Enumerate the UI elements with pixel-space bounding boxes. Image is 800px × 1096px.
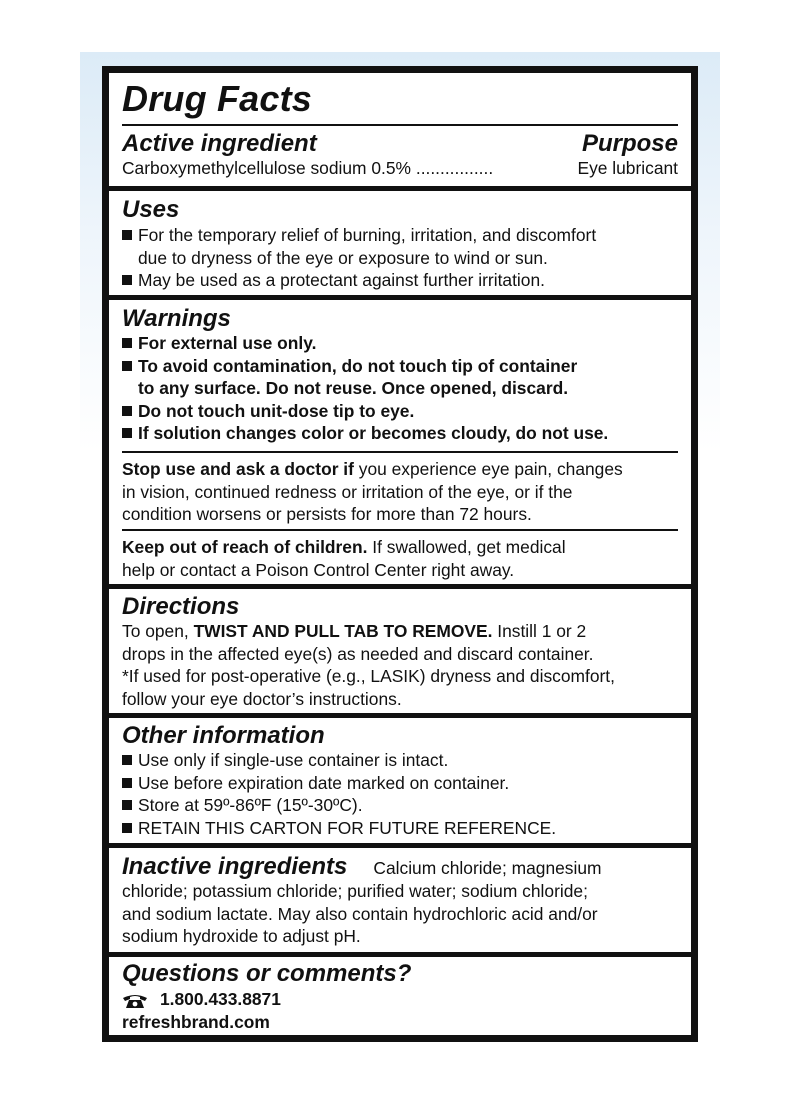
stop-use-label: Stop use and ask a doctor if (122, 459, 354, 479)
bullet-square-icon (122, 778, 132, 788)
questions-section (109, 960, 691, 1034)
divider-active-uses (109, 186, 691, 191)
keep-out-label: Keep out of reach of children. (122, 537, 368, 557)
divider-warnings-stop (122, 451, 678, 453)
other-info-item (122, 817, 678, 840)
bullet-square-icon (122, 755, 132, 765)
inactive-section (109, 853, 691, 948)
inactive-text: and sodium lactate. May also contain hydrochloric acid and/or (122, 903, 598, 924)
inactive-text: Calcium chloride; magnesium (373, 858, 602, 878)
warnings-item-text: To avoid contamination, do not touch tip of container (138, 355, 578, 376)
directions-text: To open, (122, 621, 194, 641)
other-info-text: Store at 59º-86ºF (15º-30ºC). (138, 795, 363, 816)
warnings-item (122, 400, 678, 423)
phone-number: 1.800.433.8871 (160, 989, 281, 1009)
stop-use-text: you experience eye pain, changes (353, 459, 623, 479)
bullet-square-icon (122, 800, 132, 810)
warnings-section (109, 305, 691, 445)
bullet-square-icon (122, 823, 132, 833)
uses-item-text: May be used as a protectant against further irritation. (138, 270, 545, 291)
other-info-text: Use before expiration date marked on container. (138, 772, 510, 793)
other-info-text: RETAIN THIS CARTON FOR FUTURE REFERENCE. (138, 817, 557, 838)
questions-heading: Questions or comments? (122, 960, 412, 987)
divider-directions-other (109, 713, 691, 718)
warnings-item-text: Do not touch unit-dose tip to eye. (138, 400, 415, 421)
active-ingredient: Carboxymethylcellulose sodium 0.5% (122, 158, 412, 178)
bullet-square-icon (122, 338, 132, 348)
title-divider (122, 124, 678, 126)
stop-use-line: in vision, continued redness or irritation of the eye, or if the (122, 481, 573, 502)
divider-stop-keep (122, 529, 678, 531)
active-ingredient-row (122, 157, 493, 180)
divider-uses-warnings (109, 295, 691, 300)
inactive-text: chloride; potassium chloride; purified water; sodium chloride; (122, 881, 588, 901)
bullet-square-icon (122, 361, 132, 371)
warnings-item (122, 355, 678, 378)
other-info-text: Use only if single-use container is intact. (138, 750, 449, 770)
directions-text: Instill 1 or 2 (492, 621, 587, 641)
title-section (109, 79, 691, 119)
divider-other-inactive (109, 843, 691, 848)
directions-line: drops in the affected eye(s) as needed and discard container. (122, 643, 594, 664)
other-info-item (122, 772, 678, 795)
warnings-item-text: For external use only. (138, 333, 317, 353)
warnings-item-text: If solution changes color or becomes cloudy, do not use. (138, 423, 609, 444)
stop-use-line: condition worsens or persists for more than 72 hours. (122, 504, 532, 525)
directions-section (109, 593, 691, 710)
inactive-heading: Inactive ingredients (122, 853, 348, 880)
other-info-item (122, 794, 678, 817)
directions-heading: Directions (122, 593, 240, 620)
divider-inactive-questions (109, 952, 691, 957)
keep-out-line (122, 536, 678, 559)
website-link: refreshbrand.com (122, 1012, 270, 1032)
keep-out-text: If swallowed, get medical (367, 537, 566, 557)
warnings-item (122, 422, 678, 445)
bullet-square-icon (122, 428, 132, 438)
leader-dots: ................ (415, 158, 494, 178)
page-title: Drug Facts (122, 78, 313, 119)
active-heading: Active ingredient (122, 130, 317, 157)
telephone-icon (122, 991, 148, 1007)
stop-use-section (109, 458, 691, 526)
uses-section (109, 196, 691, 292)
warnings-item-continued: to any surface. Do not reuse. Once opened, discard. (138, 378, 569, 399)
phone-row (122, 987, 678, 1011)
uses-item-text: For the temporary relief of burning, irritation, and discomfort (138, 225, 597, 245)
bullet-square-icon (122, 275, 132, 285)
keep-out-section (109, 536, 691, 581)
directions-line: follow your eye doctor’s instructions. (122, 688, 402, 709)
directions-line: *If used for post-operative (e.g., LASIK) dryness and discomfort, (122, 666, 615, 687)
bullet-square-icon (122, 230, 132, 240)
active-section (109, 130, 691, 180)
active-purpose: Eye lubricant (577, 158, 678, 178)
directions-line (122, 620, 678, 643)
warnings-heading: Warnings (122, 305, 231, 332)
divider-warnings-directions (109, 584, 691, 589)
uses-item-continued: due to dryness of the eye or exposure to wind or sun. (138, 247, 548, 268)
bullet-square-icon (122, 406, 132, 416)
directions-bold-text: TWIST AND PULL TAB TO REMOVE. (193, 621, 493, 641)
uses-item (122, 224, 678, 247)
inactive-first-line (122, 853, 678, 880)
drug-facts-panel (102, 66, 698, 1042)
inactive-text: sodium hydroxide to adjust pH. (122, 926, 361, 947)
other-info-heading: Other information (122, 722, 325, 749)
purpose-heading: Purpose (581, 130, 678, 157)
other-info-section (109, 722, 691, 839)
uses-heading: Uses (122, 196, 180, 223)
warnings-item (122, 332, 678, 355)
keep-out-line: help or contact a Poison Control Center right away. (122, 559, 515, 580)
other-info-item (122, 749, 678, 772)
uses-item (122, 269, 678, 292)
stop-use-line (122, 458, 678, 481)
